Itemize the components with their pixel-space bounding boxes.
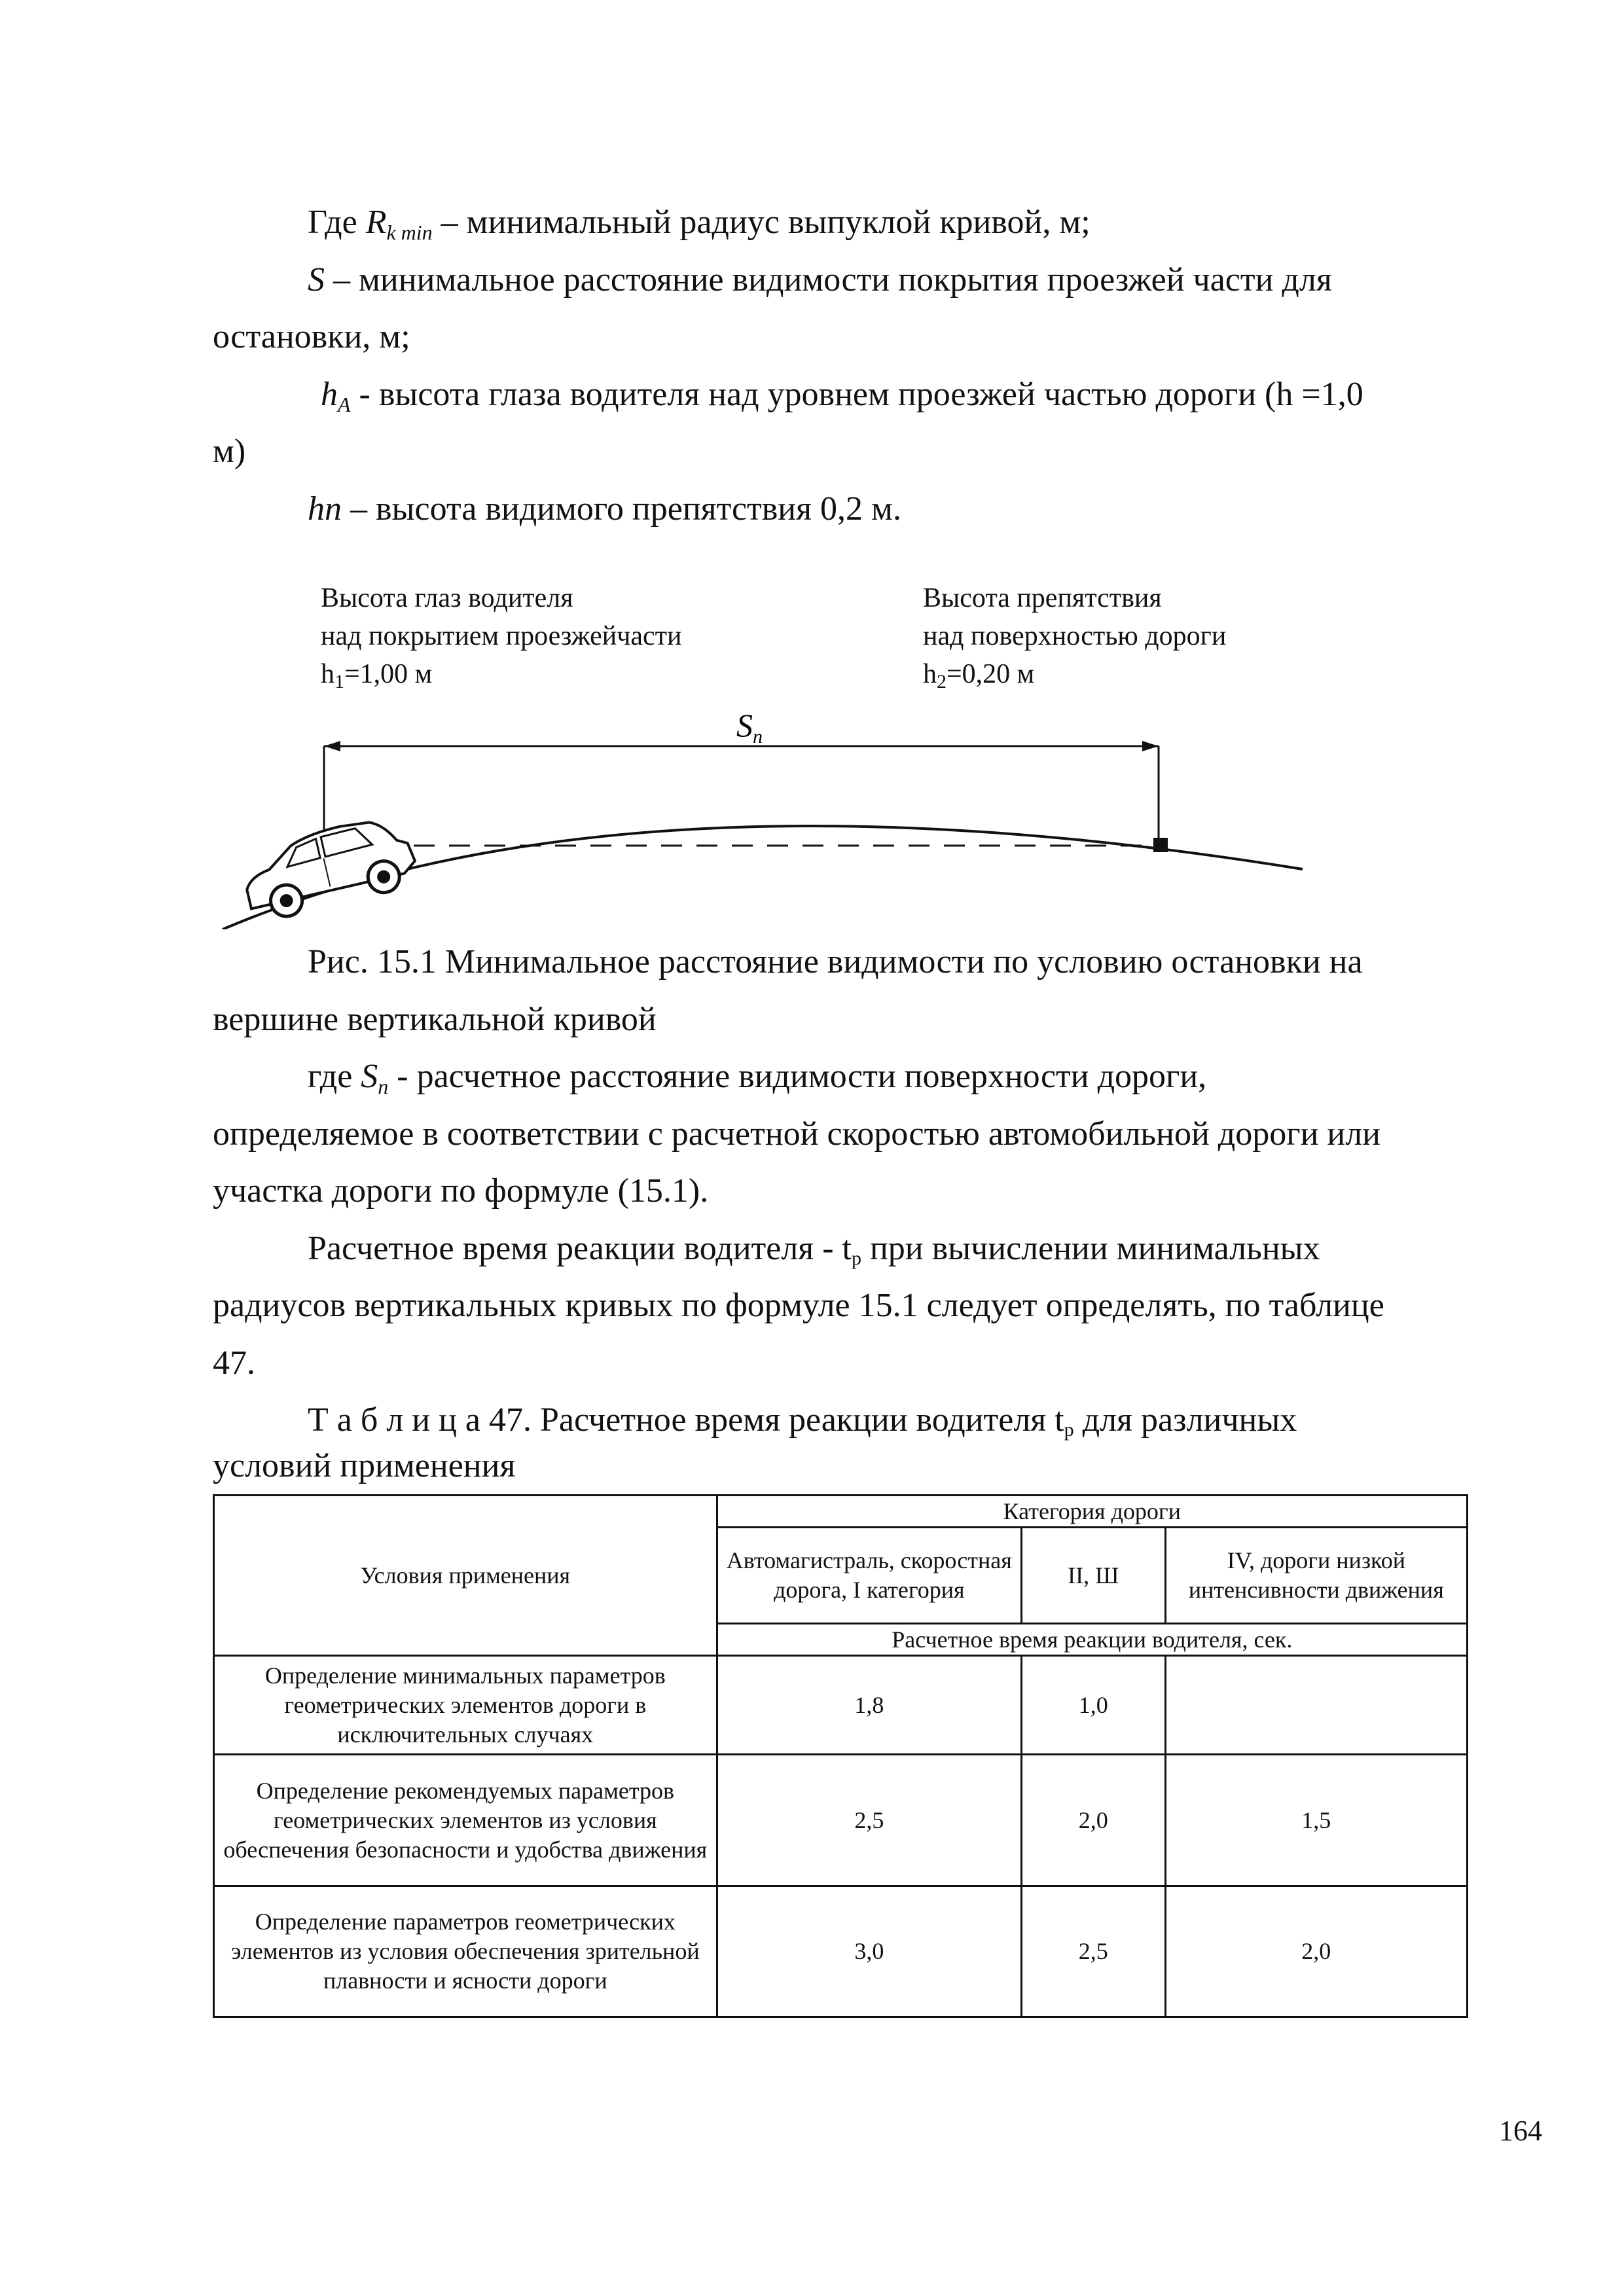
fig-h2: $h_2=0,20$ м [923, 659, 1035, 692]
body-line-3: участка дороги по формуле (15.1). [213, 1172, 709, 1210]
arrow-right-icon [1142, 741, 1159, 751]
def-ha: $h_A$ - высота глаза водителя над уровнем проезжей частью дороги (h =1,0 [321, 376, 1363, 416]
col2-header: II, Ш [1022, 1528, 1166, 1624]
distance-label: $S_n$ [736, 707, 763, 747]
row-c2: 2,5 [1022, 1886, 1166, 2017]
body-line-2: определяемое в соответствии с расчетной скоростью автомобильной дороги или [213, 1115, 1380, 1153]
row-condition: Определение параметров геометрических элементов из условия обеспечения зрительной плавности и ясности дороги [214, 1886, 717, 2017]
table-row [214, 1656, 1468, 1755]
def-rkmin: Где $R_{k min}$ – минимальный радиус выпуклой кривой, м; [308, 204, 1091, 244]
row-c3: 2,0 [1165, 1886, 1467, 2017]
row-c1: 2,5 [717, 1755, 1021, 1886]
row-c2: 2,0 [1022, 1755, 1166, 1886]
time-header: Расчетное время реакции водителя, сек. [717, 1624, 1467, 1656]
page-number: 164 [1499, 2115, 1542, 2147]
table-title: Т а б л и ц а 47. Расчетное время реакции водителя $t_p$ для различных [308, 1401, 1297, 1441]
row-c1: 1,8 [717, 1656, 1021, 1755]
fig-left-label-2: над покрытием проезжейчасти [321, 621, 682, 651]
table-title-cont: условий применения [213, 1447, 516, 1484]
figure-caption-2: вершине вертикальной кривой [213, 1001, 657, 1038]
col1-header: Автомагистраль, скоростная дорога, I категория [717, 1528, 1021, 1624]
conditions-header: Условия применения [214, 1496, 717, 1656]
row-c1: 3,0 [717, 1886, 1021, 2017]
row-condition: Определение рекомендуемых параметров геометрических элементов из условия обеспечения безопасности и удобства движения [214, 1755, 717, 1886]
def-s-cont: остановки, м; [213, 318, 410, 355]
fig-left-label-1: Высота глаз водителя [321, 583, 573, 613]
body-sn: где $S_n$ - расчетное расстояние видимости поверхности дороги, [308, 1058, 1207, 1098]
fig-h1: $h_1=1,00$ м [321, 659, 433, 692]
col3-header: IV, дороги низкой интенсивности движения [1165, 1528, 1467, 1624]
row-c3 [1165, 1656, 1467, 1755]
arrow-left-icon [324, 741, 340, 751]
reaction-time-table [213, 1494, 1468, 2018]
table-row [214, 1886, 1468, 2017]
fig-right-label-2: над поверхностью дороги [923, 621, 1227, 651]
obstacle-marker [1153, 838, 1168, 852]
body-line-6: 47. [213, 1344, 255, 1382]
table-row [214, 1755, 1468, 1886]
fig-right-label-1: Высота препятствия [923, 583, 1162, 613]
def-s: S – минимальное расстояние видимости покрытия проезжей части для [308, 261, 1332, 298]
category-header: Категория дороги [717, 1496, 1467, 1528]
figure-caption-1: Рис. 15.1 Минимальное расстояние видимости по условию остановки на [308, 943, 1363, 980]
def-ha-cont: м) [213, 433, 246, 470]
row-condition: Определение минимальных параметров геометрических элементов дороги в исключительных случаях [214, 1656, 717, 1755]
body-tp: Расчетное время реакции водителя - $t_p$ при вычислении минимальных [308, 1230, 1320, 1269]
car-icon [238, 812, 420, 924]
row-c3: 1,5 [1165, 1755, 1467, 1886]
sight-distance-figure [216, 694, 1316, 929]
def-hn: hn – высота видимого препятствия 0,2 м. [308, 490, 901, 528]
body-line-5: радиусов вертикальных кривых по формуле 15.1 следует определять, по таблице [213, 1287, 1384, 1324]
row-c2: 1,0 [1022, 1656, 1166, 1755]
